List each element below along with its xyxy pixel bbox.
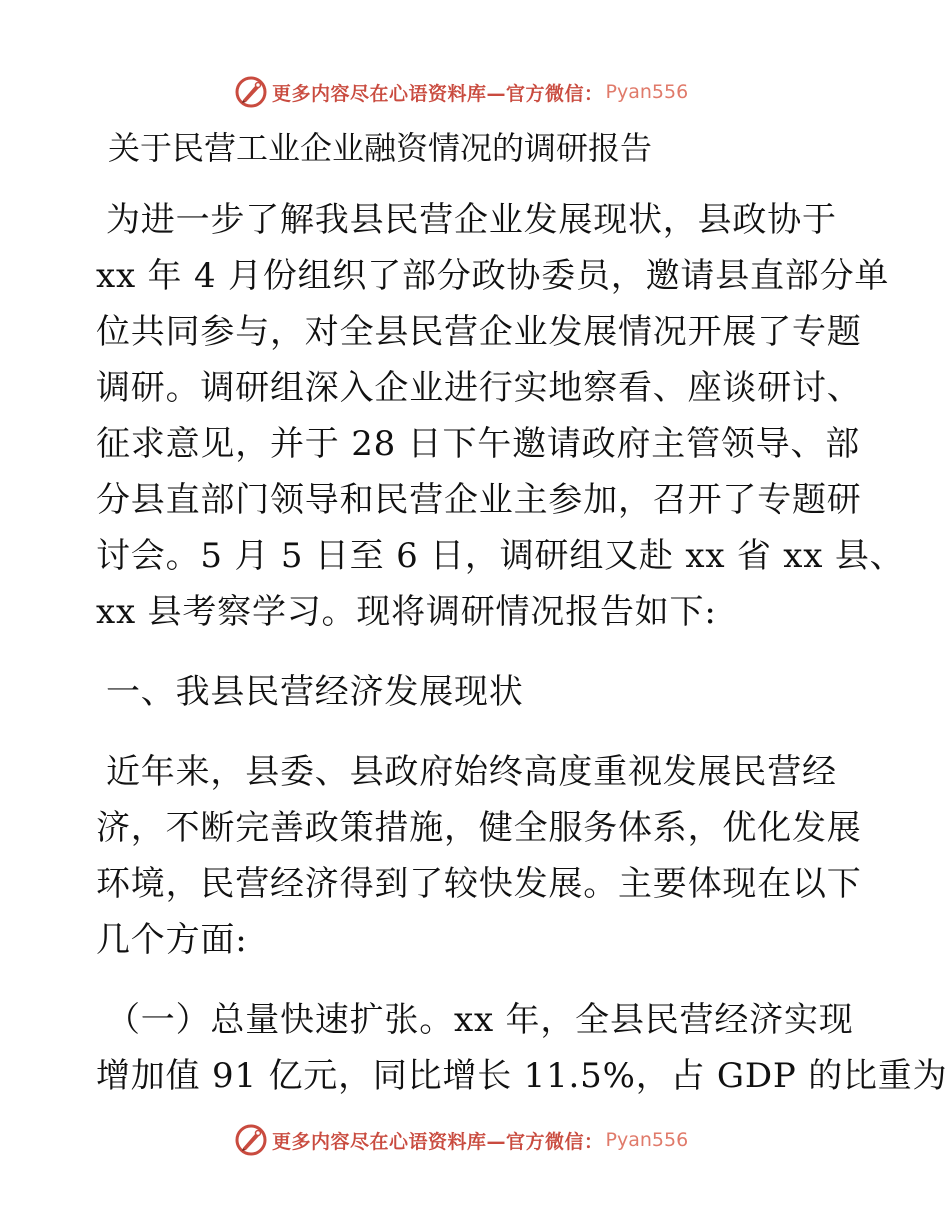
watermark-handle: Pyan556 bbox=[605, 81, 689, 103]
text-line: 增加值 91 亿元，同比增长 11.5%，占 GDP 的比重为 bbox=[96, 1056, 948, 1096]
text-line: 调研。调研组深入企业进行实地察看、座谈研讨、 bbox=[96, 368, 862, 408]
text-line: 位共同参与，对全县民营企业发展情况开展了专题 bbox=[96, 312, 862, 352]
watermark-text: 更多内容尽在心语资料库—官方微信： bbox=[272, 82, 604, 105]
heading-line: 一、我县民营经济发展现状 bbox=[106, 672, 524, 712]
text-line: 分县直部门领导和民营企业主参加，召开了专题研 bbox=[96, 480, 862, 520]
text-line: xx 年 4 月份组织了部分政协委员，邀请县直部分单 bbox=[96, 256, 890, 296]
section-heading bbox=[96, 664, 856, 720]
watermark-footer bbox=[234, 1120, 688, 1160]
text-line: xx 县考察学习。现将调研情况报告如下: bbox=[96, 592, 717, 632]
text-line: 济，不断完善政策措施，健全服务体系，优化发展 bbox=[96, 808, 862, 848]
text-line: 征求意见，并于 28 日下午邀请政府主管领导、部 bbox=[96, 424, 861, 464]
document-body bbox=[96, 192, 948, 1104]
watermark-handle: Pyan556 bbox=[605, 1129, 689, 1151]
text-line: 讨会。5 月 5 日至 6 日，调研组又赴 xx 省 xx 县、 bbox=[96, 536, 905, 576]
document-title: 关于民营工业企业融资情况的调研报告 bbox=[108, 129, 653, 167]
pen-logo-icon bbox=[234, 1123, 268, 1157]
text-line: 环境，民营经济得到了较快发展。主要体现在以下 bbox=[96, 864, 862, 904]
watermark-header bbox=[234, 72, 688, 112]
paragraph-subsection-1 bbox=[96, 992, 948, 1104]
pen-logo-icon bbox=[234, 75, 268, 109]
text-line: 为进一步了解我县民营企业发展现状，县政协于 bbox=[106, 200, 837, 240]
paragraph-intro bbox=[96, 192, 905, 640]
paragraph-overview bbox=[96, 744, 862, 968]
watermark-text: 更多内容尽在心语资料库—官方微信： bbox=[272, 1130, 604, 1153]
text-line: 几个方面: bbox=[96, 920, 248, 960]
text-line: （一）总量快速扩张。xx 年，全县民营经济实现 bbox=[106, 1000, 854, 1040]
text-line: 近年来，县委、县政府始终高度重视发展民营经 bbox=[106, 752, 837, 792]
